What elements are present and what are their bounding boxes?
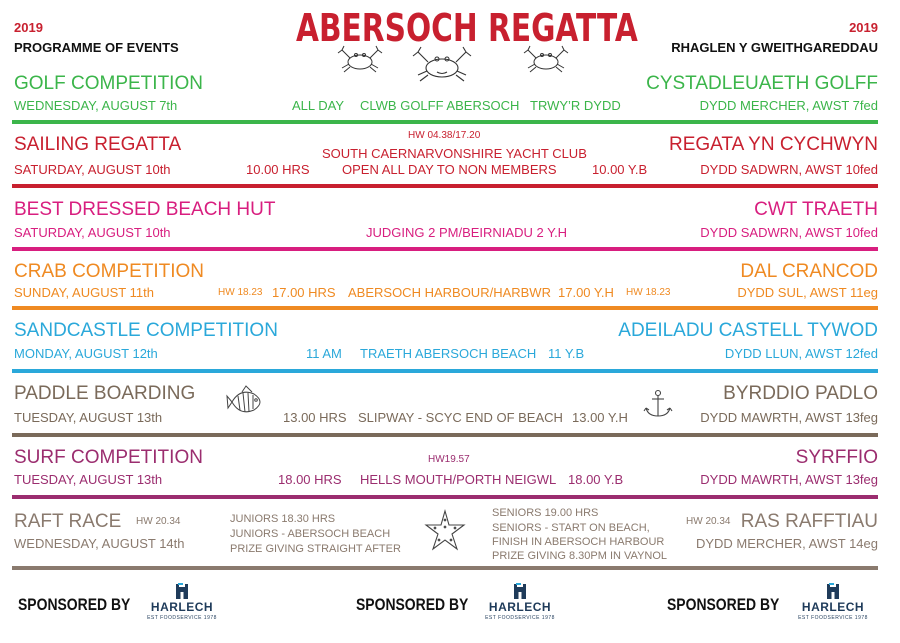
golf-date-cy: DYDD MERCHER, AWST 7fed — [699, 98, 878, 113]
logo-word: HARLECH — [801, 600, 865, 614]
sandcastle-time-en: 11 AM — [306, 346, 342, 361]
logo-word: HARLECH — [150, 600, 214, 614]
surf-title-en: SURF COMPETITION — [14, 447, 203, 468]
hut-divider — [12, 247, 878, 251]
programme-right: RHAGLEN Y GWEITHGAREDDAU — [671, 40, 878, 55]
sandcastle-date-cy: DYDD LLUN, AWST 12fed — [724, 346, 878, 361]
surf-title-cy: SYRFFIO — [795, 447, 878, 468]
sailing-time-cy: 10.00 Y.B — [592, 162, 648, 177]
crab-date-en: SUNDAY, AUGUST 11th — [14, 285, 154, 300]
surf-date-cy: DYDD MAWRTH, AWST 13feg — [700, 472, 878, 487]
sailing-time-en: 10.00 HRS — [246, 162, 310, 177]
paddle-time-en: 13.00 HRS — [283, 410, 347, 425]
logo-word: HARLECH — [488, 600, 552, 614]
castle-logo-icon — [513, 583, 527, 599]
paddle-title-en: PADDLE BOARDING — [14, 383, 196, 404]
hut-title-en: BEST DRESSED BEACH HUT — [14, 199, 276, 220]
surf-time-en: 18.00 HRS — [278, 472, 342, 487]
crab-time-en: 17.00 HRS — [272, 285, 336, 300]
sailing-hw: HW 04.38/17.20 — [408, 130, 481, 141]
raft-seniors-4: PRIZE GIVING 8.30PM IN VAYNOL — [492, 550, 668, 562]
sandcastle-time-cy: 11 Y.B — [548, 346, 585, 361]
page-title: ABERSOCH REGATTA — [296, 6, 638, 50]
sandcastle-title-cy: ADEILADU CASTELL TYWOD — [618, 320, 878, 341]
sandcastle-date-en: MONDAY, AUGUST 12th — [14, 346, 158, 361]
castle-logo-icon — [826, 583, 840, 599]
surf-time-cy: 18.00 Y.B — [568, 472, 624, 487]
castle-logo-icon — [175, 583, 189, 599]
crab-icon — [516, 44, 576, 74]
raft-juniors-1: JUNIORS 18.30 HRS — [230, 513, 336, 525]
golf-title-en: GOLF COMPETITION — [14, 73, 203, 94]
sailing-date-en: SATURDAY, AUGUST 10th — [14, 162, 171, 177]
raft-seniors-1: SENIORS 19.00 HRS — [492, 507, 599, 519]
hut-venue: JUDGING 2 PM/BEIRNIADU 2 Y.H — [366, 225, 568, 240]
crab-hw-right: HW 18.23 — [626, 287, 671, 298]
crab-title-en: CRAB COMPETITION — [14, 261, 205, 282]
raft-divider — [12, 566, 878, 570]
harlech-logo-2 — [480, 583, 560, 627]
programme-left: PROGRAMME OF EVENTS — [14, 40, 179, 55]
raft-seniors-2: SENIORS - START ON BEACH, — [492, 522, 650, 534]
starfish-icon — [422, 508, 468, 554]
golf-time-en: ALL DAY — [292, 98, 345, 113]
raft-date-en: WEDNESDAY, AUGUST 14th — [14, 536, 185, 551]
fish-icon — [226, 384, 266, 420]
sandcastle-venue: TRAETH ABERSOCH BEACH — [360, 346, 537, 361]
hut-date-cy: DYDD SADWRN, AWST 10fed — [700, 225, 878, 240]
harlech-logo-3 — [793, 583, 873, 627]
paddle-divider — [12, 433, 878, 437]
sandcastle-divider — [12, 369, 878, 373]
sponsored-by-label-3: SPONSORED BY — [667, 595, 780, 614]
sailing-divider — [12, 184, 878, 188]
sailing-venue-1: SOUTH CAERNARVONSHIRE YACHT CLUB — [322, 146, 587, 161]
raft-hw-left: HW 20.34 — [136, 516, 181, 527]
golf-venue: CLWB GOLFF ABERSOCH — [360, 98, 520, 113]
paddle-date-en: TUESDAY, AUGUST 13th — [14, 410, 163, 425]
raft-title-cy: RAS RAFFTIAU — [740, 511, 878, 532]
paddle-title-cy: BYRDDIO PADLO — [723, 383, 878, 404]
surf-date-en: TUESDAY, AUGUST 13th — [14, 472, 163, 487]
sailing-date-cy: DYDD SADWRN, AWST 10fed — [700, 162, 878, 177]
crab-icon — [330, 44, 390, 74]
golf-title-cy: CYSTADLEUAETH GOLFF — [646, 73, 878, 94]
raft-hw-right: HW 20.34 — [686, 516, 731, 527]
crab-icon — [404, 44, 480, 84]
crab-hw-left: HW 18.23 — [218, 287, 263, 298]
sponsored-by-label-2: SPONSORED BY — [356, 595, 469, 614]
crab-time-cy: 17.00 Y.H — [558, 285, 614, 300]
raft-title-en: RAFT RACE — [14, 511, 122, 532]
harlech-logo-1 — [142, 583, 222, 627]
raft-juniors-3: PRIZE GIVING STRAIGHT AFTER — [230, 543, 401, 555]
sailing-venue-2: OPEN ALL DAY TO NON MEMBERS — [342, 162, 557, 177]
raft-date-cy: DYDD MERCHER, AWST 14eg — [695, 536, 878, 551]
crab-divider — [12, 306, 878, 310]
raft-juniors-2: JUNIORS - ABERSOCH BEACH — [230, 528, 391, 540]
paddle-date-cy: DYDD MAWRTH, AWST 13feg — [700, 410, 878, 425]
sandcastle-title-en: SANDCASTLE COMPETITION — [14, 320, 278, 341]
crab-title-cy: DAL CRANCOD — [740, 261, 878, 282]
sponsored-by-label-1: SPONSORED BY — [18, 595, 131, 614]
golf-divider — [12, 120, 878, 124]
anchor-icon — [642, 388, 674, 420]
surf-divider — [12, 495, 878, 499]
sailing-title-en: SAILING REGATTA — [14, 134, 182, 155]
hut-date-en: SATURDAY, AUGUST 10th — [14, 225, 171, 240]
paddle-time-cy: 13.00 Y.H — [572, 410, 628, 425]
surf-venue: HELLS MOUTH/PORTH NEIGWL — [360, 472, 557, 487]
paddle-venue: SLIPWAY - SCYC END OF BEACH — [358, 410, 563, 425]
crab-date-cy: DYDD SUL, AWST 11eg — [737, 285, 878, 300]
year-right: 2019 — [849, 20, 878, 35]
logo-sub: EST FOODSERVICE 1978 — [485, 615, 555, 621]
raft-seniors-3: FINISH IN ABERSOCH HARBOUR — [492, 536, 665, 548]
hut-title-cy: CWT TRAETH — [754, 199, 878, 220]
crab-venue: ABERSOCH HARBOUR/HARBWR — [348, 285, 551, 300]
golf-time-cy: TRWY’R DYDD — [530, 98, 621, 113]
golf-date-en: WEDNESDAY, AUGUST 7th — [14, 98, 178, 113]
logo-sub: EST FOODSERVICE 1978 — [798, 615, 868, 621]
surf-hw: HW19.57 — [428, 454, 470, 465]
year-left: 2019 — [14, 20, 43, 35]
sailing-title-cy: REGATA YN CYCHWYN — [668, 134, 878, 155]
logo-sub: EST FOODSERVICE 1978 — [147, 615, 217, 621]
